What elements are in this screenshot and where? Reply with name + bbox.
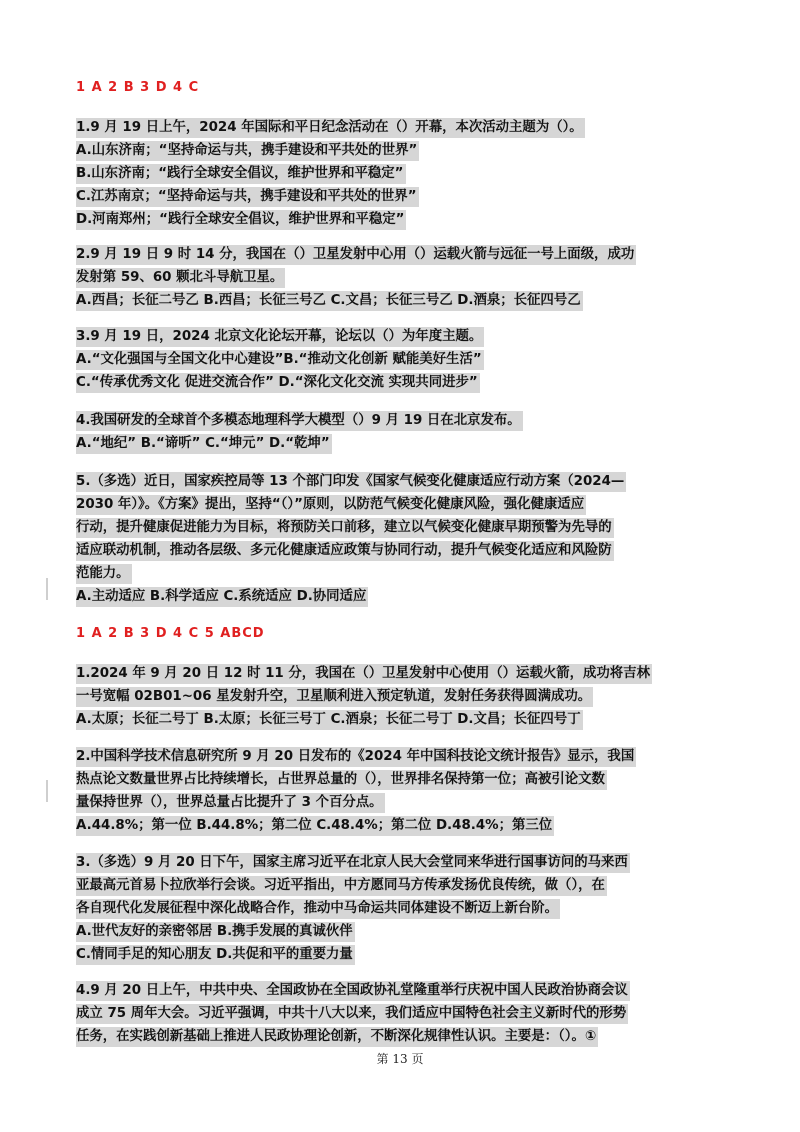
question-text: 一号宽幅 02B01~06 星发射升空，卫星顺利进入预定轨道，发射任务获得圆满成功。: [76, 687, 593, 707]
option-line: A.“地纪” B.“谛听” C.“坤元” D.“乾坤”: [76, 434, 332, 454]
question-text: 1.9 月 19 日上午，2024 年国际和平日纪念活动在（）开幕，本次活动主题为（）。: [76, 118, 585, 138]
question-2-4: [76, 981, 730, 1050]
option-line: A.主动适应 B.科学适应 C.系统适应 D.协同适应: [76, 587, 368, 607]
question-text: 3.（多选）9 月 20 日下午，国家主席习近平在北京人民大会堂同来华进行国事访问的马来西: [76, 853, 630, 873]
question-text: 成立 75 周年大会。习近平强调，中共十八大以来，我们适应中国特色社会主义新时代的形势: [76, 1004, 628, 1024]
option-line: A.“文化强国与全国文化中心建设”B.“推动文化创新 赋能美好生活”: [76, 350, 484, 370]
question-text: 范能力。: [76, 564, 132, 584]
answer-key-1: 1 A 2 B 3 D 4 C: [76, 80, 200, 95]
margin-mark: [46, 578, 48, 600]
margin-mark: [46, 780, 48, 802]
question-1-5: [76, 472, 730, 610]
question-text: 5.（多选）近日，国家疾控局等 13 个部门印发《国家气候变化健康适应行动方案（2024—: [76, 472, 626, 492]
option-line: B.山东济南；“践行全球安全倡议，维护世界和平稳定”: [76, 164, 406, 184]
question-text: 各自现代化发展征程中深化战略合作，推动中马命运共同体建设不断迈上新台阶。: [76, 899, 560, 919]
option-line: A.世代友好的亲密邻居 B.携手发展的真诚伙伴: [76, 922, 355, 942]
question-text: 热点论文数量世界占比持续增长，占世界总量的（），世界排名保持第一位；高被引论文数: [76, 770, 607, 790]
question-1-3: [76, 327, 730, 396]
option-line: C.情同手足的知心朋友 D.共促和平的重要力量: [76, 945, 355, 965]
option-line: D.河南郑州；“践行全球安全倡议，维护世界和平稳定”: [76, 210, 406, 230]
option-line: A.太原；长征二号丁 B.太原；长征三号丁 C.酒泉；长征二号丁 D.文昌；长征四号丁: [76, 710, 583, 730]
option-line: C.“传承优秀文化 促进交流合作” D.“深化文化交流 实现共同进步”: [76, 373, 480, 393]
question-text: 任务，在实践创新基础上推进人民政协理论创新，不断深化规律性认识。主要是：（）。①: [76, 1027, 598, 1047]
question-text: 2.9 月 19 日 9 时 14 分，我国在（）卫星发射中心用（）运载火箭与远征一号上面级，成功: [76, 245, 636, 265]
question-text: 量保持世界（），世界总量占比提升了 3 个百分点。: [76, 793, 385, 813]
question-2-3: [76, 853, 730, 968]
question-text: 1.2024 年 9 月 20 日 12 时 11 分，我国在（）卫星发射中心使用（）运载火箭，成功将吉林: [76, 664, 652, 684]
question-2-1: [76, 664, 730, 733]
question-text: 2030 年）》。《方案》提出，坚持“（）”原则，以防范气候变化健康风险，强化健康适应: [76, 495, 586, 515]
option-line: A.山东济南；“坚持命运与共，携手建设和平共处的世界”: [76, 141, 419, 161]
option-line: A.44.8%；第一位 B.44.8%；第二位 C.48.4%；第二位 D.48.4%；第三位: [76, 816, 554, 836]
question-1-2: [76, 245, 730, 314]
question-text: 4.我国研发的全球首个多模态地理科学大模型（）9 月 19 日在北京发布。: [76, 411, 523, 431]
option-line: A.西昌；长征二号乙 B.西昌；长征三号乙 C.文昌；长征三号乙 D.酒泉；长征四号乙: [76, 291, 583, 311]
question-1-1: [76, 118, 730, 233]
question-text: 发射第 59、60 颗北斗导航卫星。: [76, 268, 285, 288]
page-number: 第 13 页: [376, 1052, 424, 1066]
question-text: 行动，提升健康促进能力为目标，将预防关口前移，建立以气候变化健康早期预警为先导的: [76, 518, 614, 538]
question-text: 2.中国科学技术信息研究所 9 月 20 日发布的《2024 年中国科技论文统计报告》显示，我国: [76, 747, 636, 767]
answer-key-2: 1 A 2 B 3 D 4 C 5 ABCD: [76, 626, 265, 641]
option-line: C.江苏南京；“坚持命运与共，携手建设和平共处的世界”: [76, 187, 419, 207]
question-text: 亚最高元首易卜拉欣举行会谈。习近平指出，中方愿同马方传承发扬优良传统，做（），在: [76, 876, 607, 896]
question-2-2: [76, 747, 730, 839]
question-1-4: [76, 411, 730, 457]
question-text: 4.9 月 20 日上午，中共中央、全国政协在全国政协礼堂隆重举行庆祝中国人民政治协商会议: [76, 981, 630, 1001]
question-text: 适应联动机制，推动各层级、多元化健康适应政策与协同行动，提升气候变化适应和风险防: [76, 541, 614, 561]
question-text: 3.9 月 19 日，2024 北京文化论坛开幕，论坛以（）为年度主题。: [76, 327, 484, 347]
